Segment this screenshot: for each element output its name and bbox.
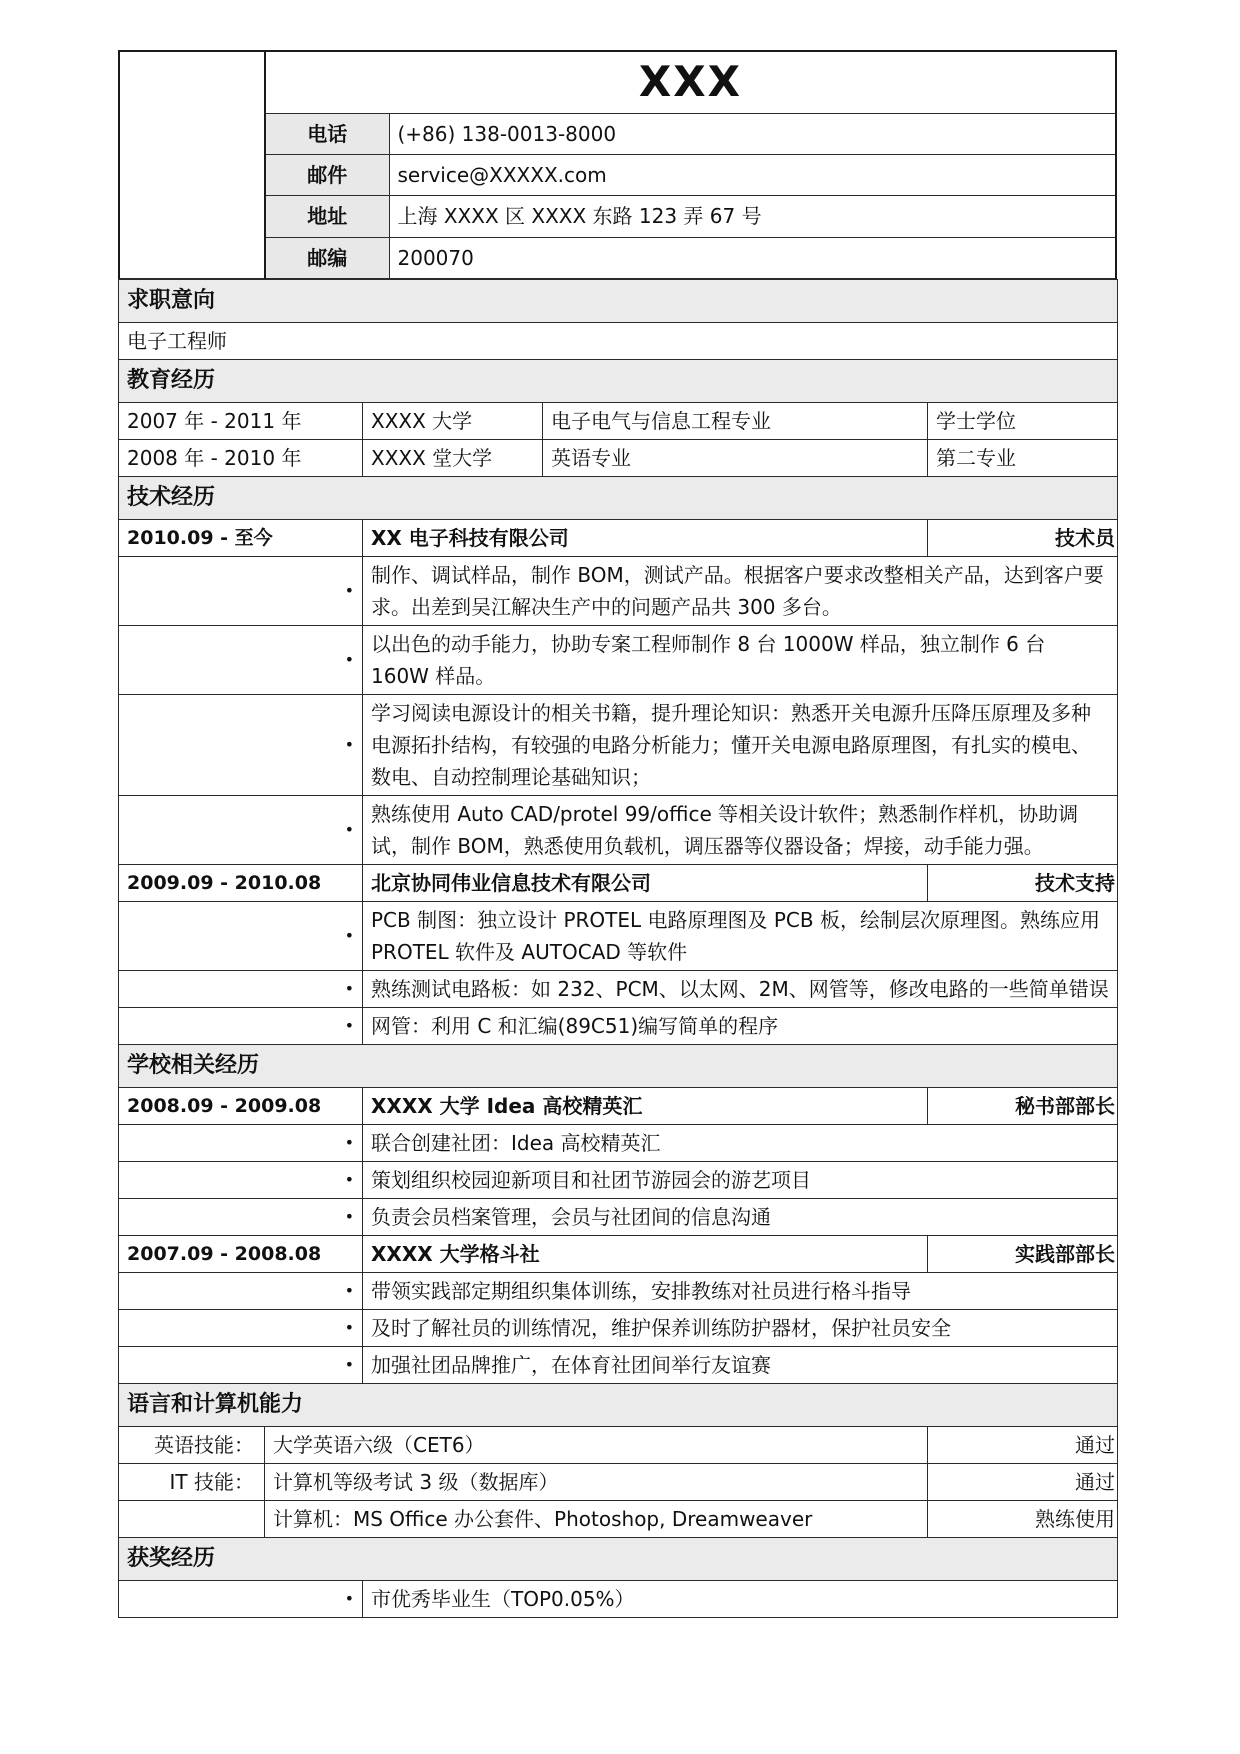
bullet-icon: •: [119, 971, 363, 1008]
job-period: 2010.09 - 至今: [119, 520, 363, 557]
job-bullet-row: [119, 1347, 1118, 1384]
job-org: XXXX 大学 Idea 高校精英汇: [363, 1088, 928, 1125]
resume-document: [118, 50, 1117, 1618]
job-bullet-text: 联合创建社团：Idea 高校精英汇: [363, 1125, 1118, 1162]
section-title-tech: 技术经历: [119, 477, 1118, 520]
education-major: 电子电气与信息工程专业: [543, 403, 928, 440]
candidate-name: XXX: [265, 51, 1116, 113]
skill-row: [119, 1501, 1118, 1538]
job-header: [119, 520, 1118, 557]
job-bullet-text: 制作、调试样品，制作 BOM，测试产品。根据客户要求改整相关产品，达到客户要求。出差到吴江解决生产中的问题产品共 300 多台。: [363, 557, 1118, 626]
job-bullet-row: [119, 796, 1118, 865]
education-degree: 学士学位: [928, 403, 1118, 440]
job-bullet-row: [119, 626, 1118, 695]
education-row: [119, 403, 1118, 440]
bullet-icon: •: [119, 1581, 363, 1618]
job-bullet-row: [119, 1162, 1118, 1199]
email-value: service@XXXXX.com: [389, 154, 1116, 195]
bullet-icon: •: [119, 626, 363, 695]
job-bullet-text: 网管：利用 C 和汇编(89C51)编写简单的程序: [363, 1008, 1118, 1045]
bullet-icon: •: [119, 1310, 363, 1347]
education-period: 2008 年 - 2010 年: [119, 440, 363, 477]
bullet-icon: •: [119, 1347, 363, 1384]
photo-placeholder: [119, 51, 265, 279]
education-period: 2007 年 - 2011 年: [119, 403, 363, 440]
section-title-education: 教育经历: [119, 360, 1118, 403]
job-bullet-text: 学习阅读电源设计的相关书籍，提升理论知识：熟悉开关电源升压降压原理及多种电源拓扑结构，有较强的电路分析能力；懂开关电源电路原理图，有扎实的模电、数电、自动控制理论基础知识；: [363, 695, 1118, 796]
skill-label: IT 技能：: [119, 1464, 265, 1501]
job-bullet-text: 加强社团品牌推广，在体育社团间举行友谊赛: [363, 1347, 1118, 1384]
job-bullet-text: 负责会员档案管理，会员与社团间的信息沟通: [363, 1199, 1118, 1236]
education-school: XXXX 大学: [363, 403, 543, 440]
education-school: XXXX 堂大学: [363, 440, 543, 477]
job-period: 2007.09 - 2008.08: [119, 1236, 363, 1273]
bullet-icon: •: [119, 695, 363, 796]
job-period: 2008.09 - 2009.08: [119, 1088, 363, 1125]
job-role: 技术支持: [928, 865, 1118, 902]
phone-label: 电话: [265, 113, 389, 154]
objective-value: 电子工程师: [119, 323, 1118, 360]
skill-desc: 计算机：MS Office 办公套件、Photoshop, Dreamweaver: [265, 1501, 928, 1538]
job-org: XX 电子科技有限公司: [363, 520, 928, 557]
job-bullet-row: [119, 1008, 1118, 1045]
bullet-icon: •: [119, 902, 363, 971]
job-header: [119, 1236, 1118, 1273]
job-header: [119, 1088, 1118, 1125]
education-row: [119, 440, 1118, 477]
skill-level: 熟练使用: [928, 1501, 1118, 1538]
postcode-value: 200070: [389, 237, 1116, 278]
job-header: [119, 865, 1118, 902]
job-org: XXXX 大学格斗社: [363, 1236, 928, 1273]
job-bullet-text: PCB 制图：独立设计 PROTEL 电路原理图及 PCB 板，绘制层次原理图。熟练应用 PROTEL 软件及 AUTOCAD 等软件: [363, 902, 1118, 971]
job-bullet-row: [119, 971, 1118, 1008]
job-period: 2009.09 - 2010.08: [119, 865, 363, 902]
skill-row: [119, 1427, 1118, 1464]
job-bullet-text: 以出色的动手能力，协助专案工程师制作 8 台 1000W 样品，独立制作 6 台 160W 样品。: [363, 626, 1118, 695]
job-bullet-text: 策划组织校园迎新项目和社团节游园会的游艺项目: [363, 1162, 1118, 1199]
phone-value: (+86) 138-0013-8000: [389, 113, 1116, 154]
skill-level: 通过: [928, 1464, 1118, 1501]
award-row: [119, 1581, 1118, 1618]
job-bullet-text: 熟练使用 Auto CAD/protel 99/office 等相关设计软件；熟悉制作样机，协助调试，制作 BOM，熟悉使用负载机，调压器等仪器设备；焊接，动手能力强。: [363, 796, 1118, 865]
skill-row: [119, 1464, 1118, 1501]
job-bullet-row: [119, 1310, 1118, 1347]
skill-level: 通过: [928, 1427, 1118, 1464]
job-bullet-row: [119, 1273, 1118, 1310]
job-role: 实践部部长: [928, 1236, 1118, 1273]
bullet-icon: •: [119, 796, 363, 865]
skill-label: 英语技能：: [119, 1427, 265, 1464]
bullet-icon: •: [119, 1273, 363, 1310]
bullet-icon: •: [119, 1162, 363, 1199]
bullet-icon: •: [119, 1008, 363, 1045]
address-label: 地址: [265, 196, 389, 237]
job-role: 秘书部部长: [928, 1088, 1118, 1125]
section-title-awards: 获奖经历: [119, 1538, 1118, 1581]
bullet-icon: •: [119, 1125, 363, 1162]
job-bullet-text: 及时了解社员的训练情况，维护保养训练防护器材，保护社员安全: [363, 1310, 1118, 1347]
job-bullet-row: [119, 902, 1118, 971]
address-value: 上海 XXXX 区 XXXX 东路 123 弄 67 号: [389, 196, 1116, 237]
section-title-skills: 语言和计算机能力: [119, 1384, 1118, 1427]
bullet-icon: •: [119, 1199, 363, 1236]
bullet-icon: •: [119, 557, 363, 626]
resume-header: [118, 50, 1117, 279]
postcode-label: 邮编: [265, 237, 389, 278]
job-bullet-row: [119, 1125, 1118, 1162]
resume-body: [118, 279, 1118, 1618]
job-bullet-row: [119, 695, 1118, 796]
job-role: 技术员: [928, 520, 1118, 557]
job-bullet-text: 带领实践部定期组织集体训练，安排教练对社员进行格斗指导: [363, 1273, 1118, 1310]
job-bullet-text: 熟练测试电路板：如 232、PCM、以太网、2M、网管等，修改电路的一些简单错误: [363, 971, 1118, 1008]
award-text: 市优秀毕业生（TOP0.05%）: [363, 1581, 1118, 1618]
skill-desc: 大学英语六级（CET6）: [265, 1427, 928, 1464]
education-major: 英语专业: [543, 440, 928, 477]
section-title-objective: 求职意向: [119, 280, 1118, 323]
job-bullet-row: [119, 557, 1118, 626]
email-label: 邮件: [265, 154, 389, 195]
job-org: 北京协同伟业信息技术有限公司: [363, 865, 928, 902]
skill-desc: 计算机等级考试 3 级（数据库）: [265, 1464, 928, 1501]
job-bullet-row: [119, 1199, 1118, 1236]
section-title-school: 学校相关经历: [119, 1045, 1118, 1088]
skill-label: [119, 1501, 265, 1538]
education-degree: 第二专业: [928, 440, 1118, 477]
